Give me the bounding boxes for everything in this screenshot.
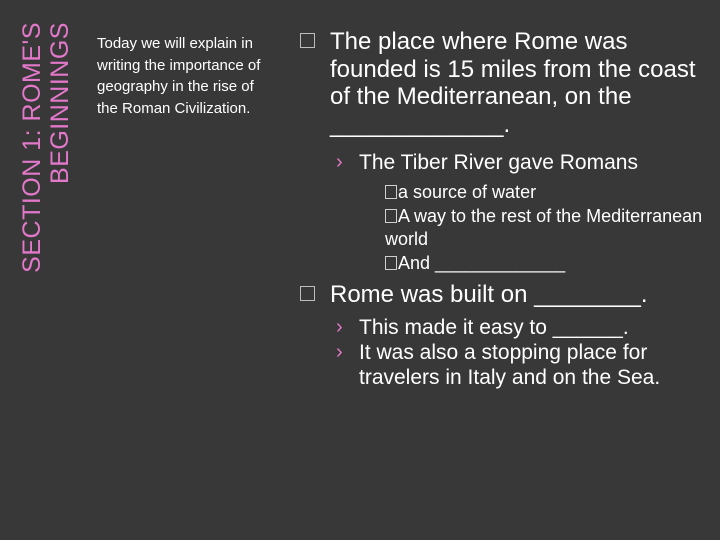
bullet-marker-icon [300, 33, 315, 48]
chevron-right-icon: › [336, 315, 343, 338]
sub-bullet-stopping-place [300, 340, 710, 390]
checkbox-square-icon [385, 256, 397, 270]
bullet-marker-icon [300, 286, 315, 301]
sub-bullet-text: This made it easy to ______. [359, 315, 629, 339]
list-item [300, 205, 710, 252]
sub-bullet-text: The Tiber River gave Romans [359, 151, 638, 174]
objective-text: Today we will explain in writing the importance of geography in the rise of the Roman Civilization. [97, 35, 261, 117]
chevron-right-icon: › [336, 151, 343, 173]
sub-bullet-text: It was also a stopping place for travelers in Italy and on the Sea. [359, 340, 661, 389]
list-item-text: a source of water [398, 182, 537, 202]
sub-bullet-tiber-river [300, 150, 710, 175]
bullet-text: Rome was built on ________. [330, 281, 648, 308]
bullet-built-on [300, 281, 710, 309]
list-item-text: A way to the rest of the Mediterranean world [385, 205, 703, 249]
chevron-right-icon: › [336, 340, 343, 363]
sub-bullet-easy [300, 315, 710, 340]
content-body [300, 28, 710, 390]
bullet-text: The place where Rome was founded is 15 miles from the coast of the Mediterranean, on the _____________. [330, 28, 696, 138]
list-item [300, 252, 710, 276]
list-item [300, 181, 710, 205]
list-item-text: And _____________ [398, 252, 566, 273]
section-title-line-2: BEGINNINGS [46, 22, 74, 184]
checkbox-square-icon [385, 209, 397, 223]
bullet-founding-location [300, 28, 710, 138]
section-title [18, 22, 80, 322]
checkbox-square-icon [385, 185, 397, 199]
section-title-line-1: SECTION 1: ROME'S [18, 22, 46, 273]
